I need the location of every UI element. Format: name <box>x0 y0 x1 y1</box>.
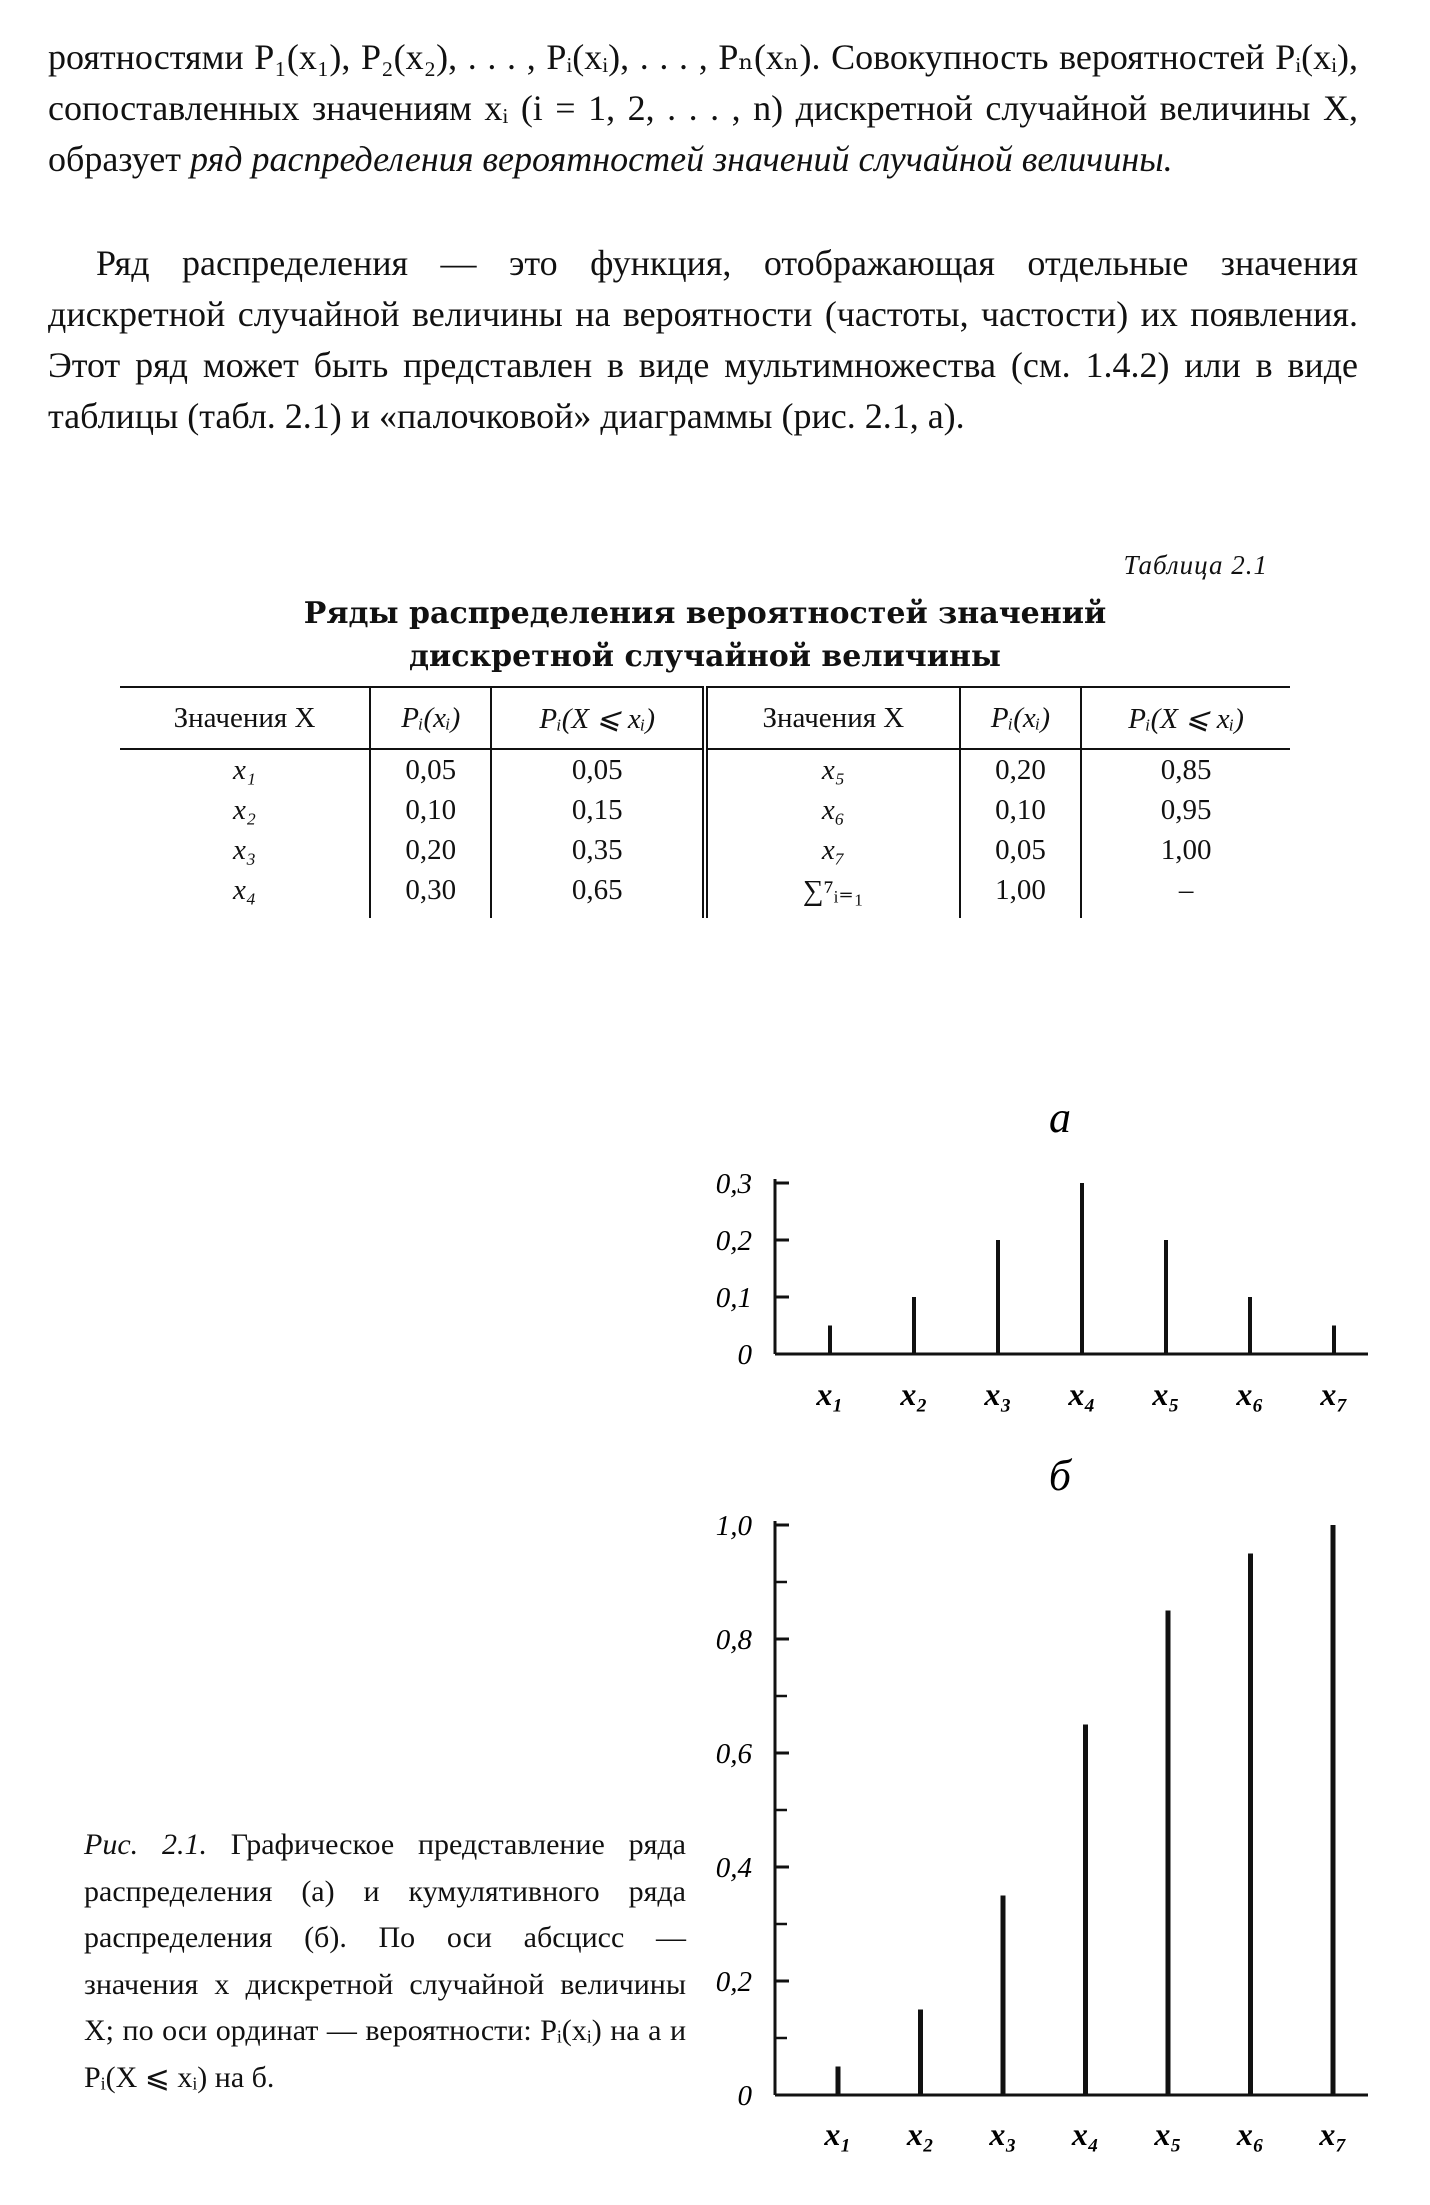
table-cell: x₂ <box>233 793 257 826</box>
chart-a-x-tick-label: x₂ <box>900 1376 928 1412</box>
table-cell: x₄ <box>233 873 257 906</box>
chart-a-y-tick-label: 0,1 <box>715 1282 752 1314</box>
chart-b-x-tick-label: x₄ <box>1071 2116 1100 2152</box>
chart-a-y-tick-label: 0,2 <box>715 1225 752 1257</box>
header-values-x-2: Значения X <box>705 687 960 749</box>
table-cell: 0,05 <box>960 830 1081 870</box>
header-values-x-1: Значения X <box>120 687 370 749</box>
table-cell: 0,20 <box>370 830 491 870</box>
table-cell: x₁ <box>233 753 257 786</box>
table-cell: x₃ <box>233 833 257 866</box>
chart-a-y-tick-label: 0 <box>737 1339 752 1371</box>
chart-a-x-tick-label: x₃ <box>984 1376 1012 1412</box>
table-cell: 0,65 <box>491 870 705 918</box>
chart-b-x-tick-label: x₂ <box>906 2116 935 2152</box>
table-cell: 0,10 <box>960 790 1081 830</box>
table-cell: x₆ <box>705 790 960 830</box>
chart-b-y-tick-label: 1,0 <box>715 1510 752 1542</box>
table-title-line-1: Ряды распределения вероятностей значений <box>303 596 1107 631</box>
paragraph-1-text: роятностями P₁(x₁), P₂(x₂), . . . , Pᵢ(xᵢ), . . . , Pₙ(xₙ). Совокупность вероятностей Pᵢ(xᵢ), сопоставленных значениям xᵢ (i = 1, 2, . . . , n) дискретной случайной величины X, образует <box>48 37 1358 179</box>
table-cell: 0,15 <box>491 790 705 830</box>
chart-a-y-tick-label: 0,3 <box>715 1168 752 1200</box>
paragraph-1-term: ряд распределения вероятностей значений случайной величины. <box>190 139 1173 179</box>
header-p-cumulative-2: Pᵢ(X ⩽ xᵢ) <box>1081 687 1290 749</box>
chart-a-x-tick-label: x₆ <box>1236 1376 1264 1412</box>
table-cell: 0,20 <box>960 749 1081 790</box>
chart-b-y-tick-label: 0,4 <box>715 1852 752 1884</box>
chart-b-title: б <box>1048 1451 1072 1500</box>
chart-b-x-tick-label: x₇ <box>1319 2116 1347 2152</box>
table-cell: 0,35 <box>491 830 705 870</box>
chart-b-x-tick-label: x₃ <box>989 2116 1017 2152</box>
chart-a-x-tick-label: x₇ <box>1320 1376 1348 1412</box>
table-cell: 0,05 <box>491 749 705 790</box>
table-cell: 0,30 <box>370 870 491 918</box>
table-cell: ∑⁷ᵢ₌₁ <box>705 870 960 918</box>
header-p-cumulative-1: Pᵢ(X ⩽ xᵢ) <box>491 687 705 749</box>
chart-b-x-tick-label: x₅ <box>1154 2116 1182 2152</box>
chart-b-x-tick-label: x₆ <box>1236 2116 1265 2152</box>
chart-b-y-tick-label: 0,2 <box>715 1966 752 1998</box>
paragraph-2: Ряд распределения — это функция, отображающая отдельные значения дискретной случайной величины на вероятности (частоты, частости) их появления. Этот ряд может быть представлен в виде мультимножества (см. 1.4.2) или в виде таблицы (табл. 2.1) и «палочковой» диаграммы (рис. 2.1, а). <box>48 243 1358 436</box>
table-cell: 0,10 <box>370 790 491 830</box>
chart-a-x-tick-label: x₄ <box>1068 1376 1096 1412</box>
figure-caption-text: Графическое представление ряда распределения (а) и кумулятивного ряда распределения (б). По оси абсцисс — значения x дискретной случайной величины X; по оси ординат — вероятности: Pᵢ(xᵢ) на а и Pᵢ(X ⩽ xᵢ) на б. <box>84 1828 686 2094</box>
chart-a-x-tick-label: x₅ <box>1152 1376 1180 1412</box>
figure-caption-lead: Рис. 2.1. <box>84 1828 207 1861</box>
header-p-xi-1: Pᵢ(xᵢ) <box>370 687 491 749</box>
table-cell: 1,00 <box>1081 830 1290 870</box>
table-label: Таблица 2.1 <box>1123 550 1268 580</box>
chart-b-y-tick-label: 0,6 <box>715 1738 752 1770</box>
chart-b-y-tick-label: 0,8 <box>715 1624 752 1656</box>
header-p-xi-2: Pᵢ(xᵢ) <box>960 687 1081 749</box>
table-cell: 0,05 <box>370 749 491 790</box>
table-cell: 1,00 <box>960 870 1081 918</box>
chart-a-title: а <box>1049 1093 1071 1142</box>
chart-b-y-tick-label: 0 <box>737 2080 752 2112</box>
table-title-line-2: дискретной случайной величины <box>408 639 1001 674</box>
chart-b-x-tick-label: x₁ <box>824 2116 852 2152</box>
table-cell: – <box>1081 870 1290 918</box>
table-cell: 0,85 <box>1081 749 1290 790</box>
chart-a-x-tick-label: x₁ <box>816 1376 844 1412</box>
table-cell: 0,95 <box>1081 790 1290 830</box>
table-cell: x₇ <box>705 830 960 870</box>
table-cell: x₅ <box>705 749 960 790</box>
